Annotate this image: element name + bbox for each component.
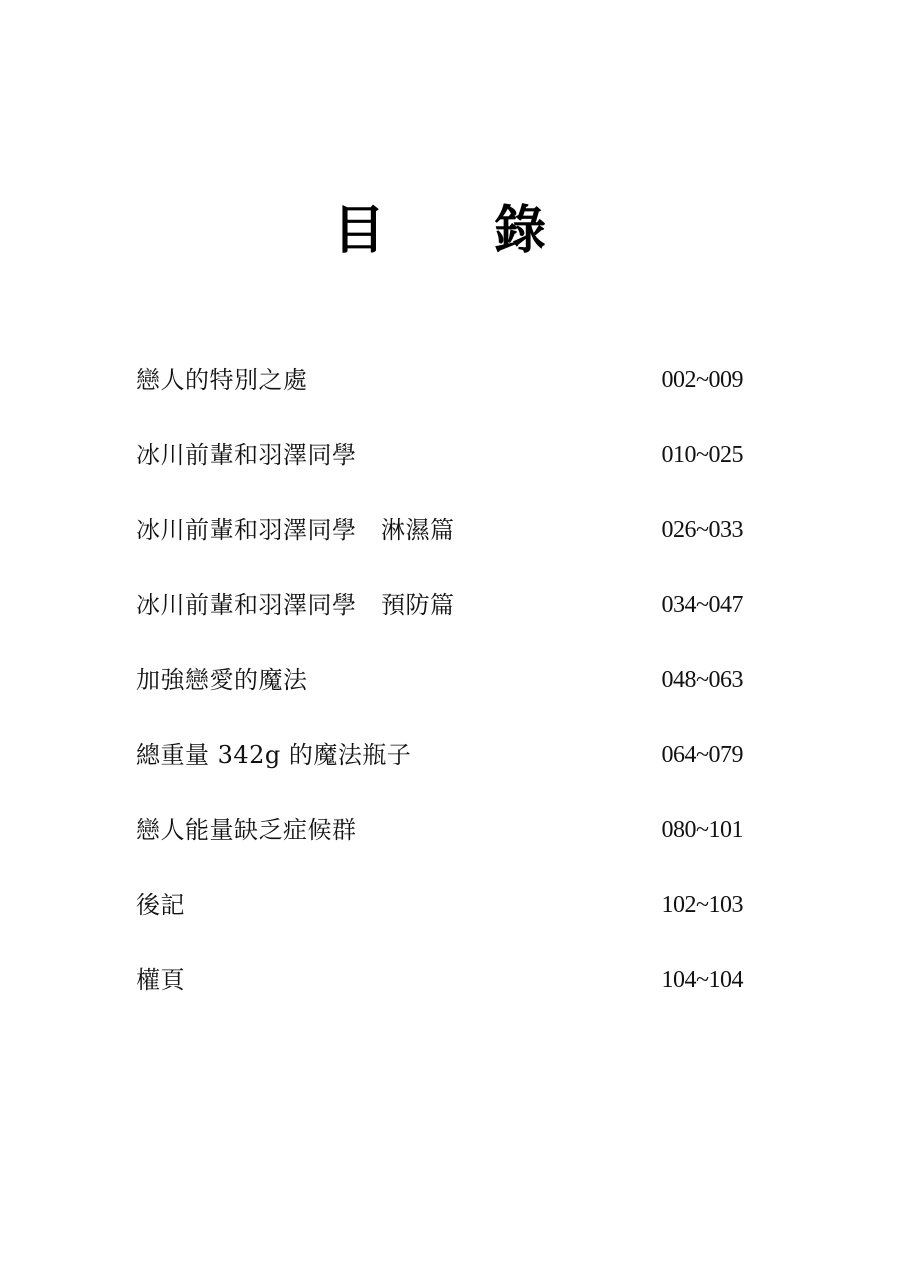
toc-entry-title: 總重量 342g 的魔法瓶子	[136, 741, 412, 769]
toc-entry-pages: 002~009	[661, 367, 743, 393]
toc-entry-pages: 102~103	[661, 892, 743, 918]
toc-entry-pages: 104~104	[661, 967, 743, 993]
toc-entry-title: 戀人的特別之處	[136, 366, 308, 394]
toc-entry-title: 冰川前輩和羽澤同學	[136, 441, 357, 469]
toc-entry-pages: 048~063	[661, 667, 743, 693]
toc-entry-title: 權頁	[136, 966, 185, 994]
toc-entry	[0, 885, 909, 925]
toc-entry	[0, 735, 909, 775]
toc-entry-pages: 064~079	[661, 742, 743, 768]
title-char-1: 目	[333, 201, 386, 261]
toc-entry-title: 冰川前輩和羽澤同學 淋濕篇	[136, 516, 455, 544]
toc-entry-title: 後記	[136, 891, 185, 919]
toc-entry-pages: 010~025	[661, 442, 743, 468]
toc-entry-title: 加強戀愛的魔法	[136, 666, 308, 694]
toc-entry	[0, 960, 909, 1000]
toc-entry-pages: 026~033	[661, 517, 743, 543]
page-title	[0, 196, 909, 266]
toc-entry-pages: 034~047	[661, 592, 743, 618]
title-char-2: 錄	[494, 201, 547, 261]
toc-entry	[0, 585, 909, 625]
toc-entry-pages: 080~101	[661, 817, 743, 843]
toc-entry	[0, 360, 909, 400]
toc-entry-title: 冰川前輩和羽澤同學 預防篇	[136, 591, 455, 619]
toc-entry	[0, 510, 909, 550]
toc-entry	[0, 810, 909, 850]
toc-entry-title: 戀人能量缺乏症候群	[136, 816, 357, 844]
toc-entry	[0, 435, 909, 475]
toc-entry	[0, 660, 909, 700]
